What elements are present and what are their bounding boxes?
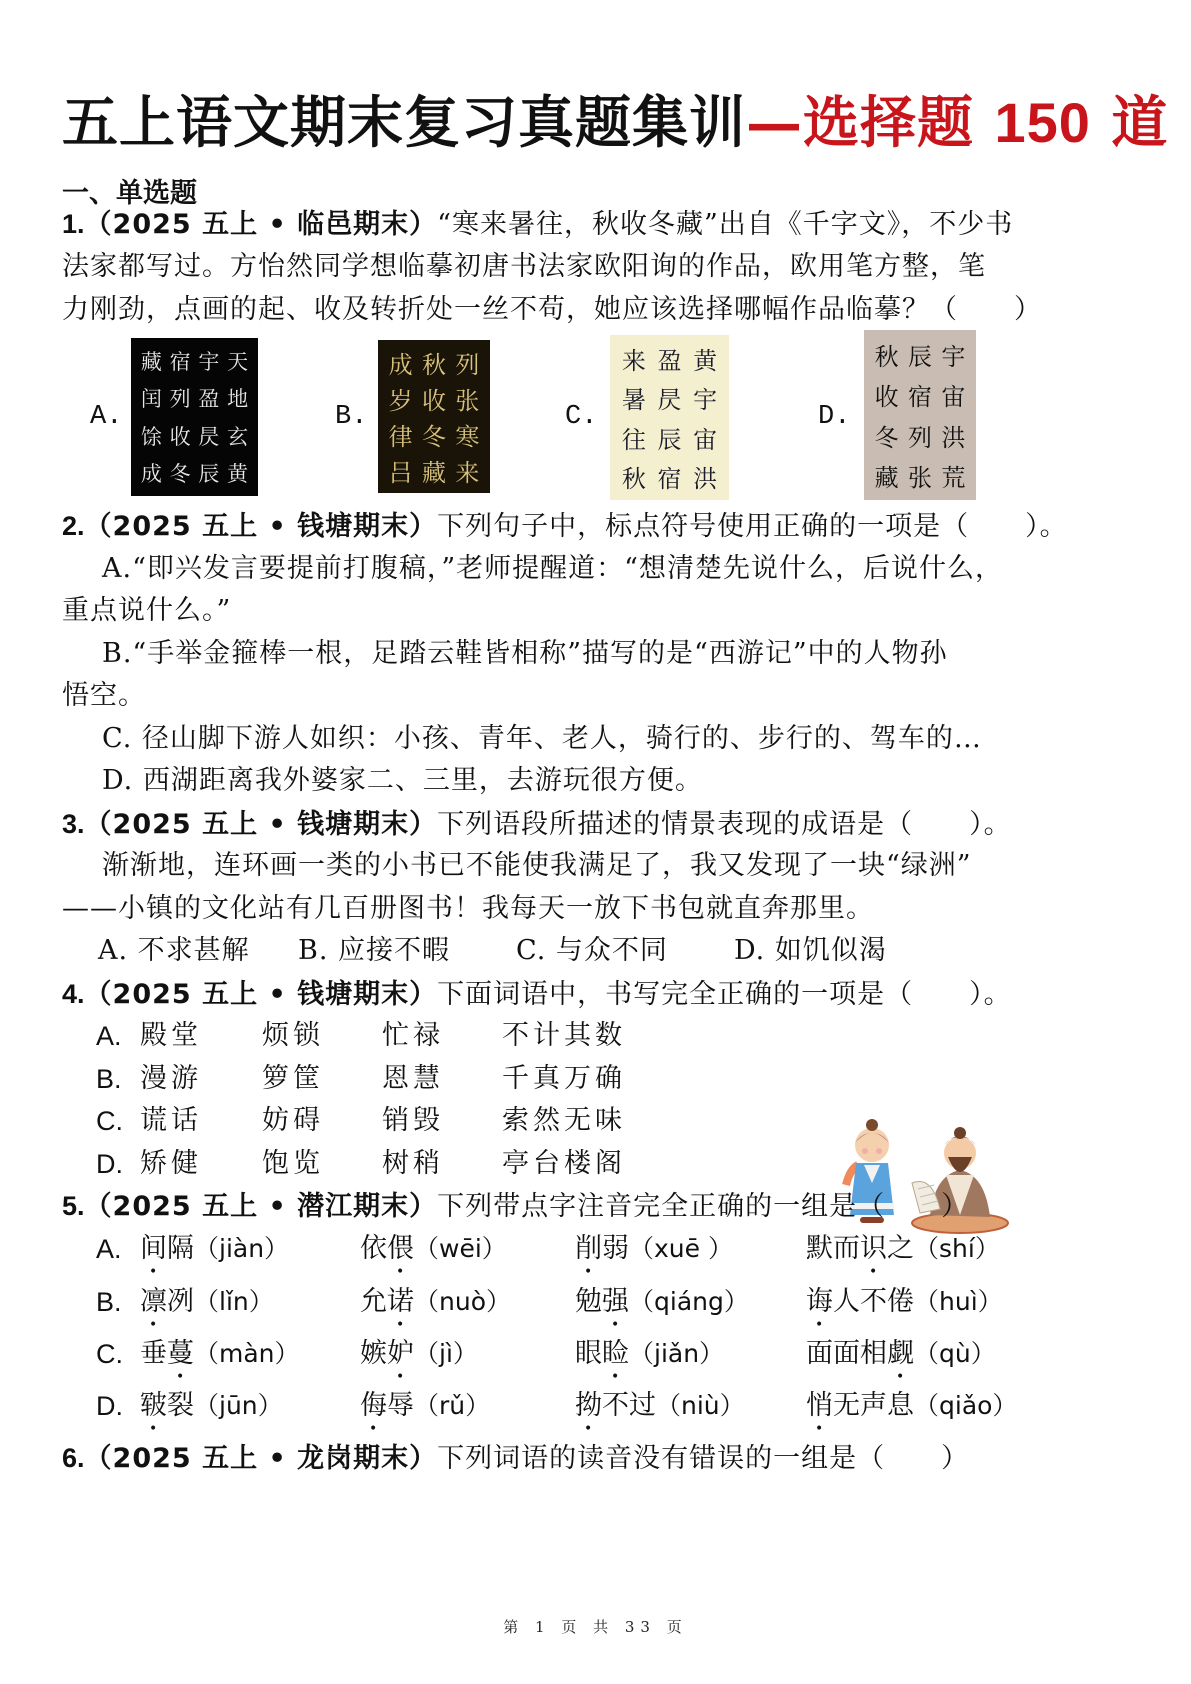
word: 妨碍 xyxy=(262,1105,324,1136)
pinyin: （qù） xyxy=(914,1339,996,1368)
calligraphy-char: 辰 xyxy=(657,425,682,454)
option-c[interactable]: C. 与众不同 xyxy=(516,935,668,966)
calligraphy-char: 列 xyxy=(169,387,191,412)
word-suffix: 隔 xyxy=(167,1233,194,1264)
calligraphy-char: 收 xyxy=(422,386,446,415)
calligraphy-image-d[interactable] xyxy=(864,330,976,500)
calligraphy-char: 玄 xyxy=(227,424,249,449)
calligraphy-char: 宿 xyxy=(657,464,682,493)
question-number: 1. xyxy=(62,209,85,239)
question-text: 下列语段所描述的情景表现的成语是（ ）。 xyxy=(437,809,1012,840)
pinyin: （shí） xyxy=(914,1234,1000,1263)
calligraphy-char: 天 xyxy=(227,349,249,374)
calligraphy-char: 收 xyxy=(874,383,899,412)
calligraphy-char: 盈 xyxy=(657,347,682,376)
word-with-pinyin xyxy=(360,1231,507,1280)
word: 不计其数 xyxy=(502,1020,626,1051)
question-text: 下列词语的读音没有错误的一组是（ ） xyxy=(437,1443,970,1474)
option-b-continued[interactable]: 悟空。 xyxy=(62,680,146,711)
word-prefix: 嫉 xyxy=(360,1338,387,1369)
word: 漫游 xyxy=(140,1063,202,1094)
question-1-line-1 xyxy=(62,206,1013,243)
pinyin: （jiǎn） xyxy=(629,1339,725,1368)
calligraphy-char: 藏 xyxy=(874,464,899,493)
word-with-pinyin xyxy=(575,1388,745,1437)
pinyin: （qiǎo） xyxy=(914,1391,1018,1420)
calligraphy-char: 张 xyxy=(455,386,480,415)
word-with-pinyin xyxy=(360,1284,511,1333)
calligraphy-char: 盈 xyxy=(198,387,220,412)
question-number: 5. xyxy=(62,1191,85,1221)
word-prefix: 允 xyxy=(360,1286,387,1317)
option-a[interactable]: A.“即兴发言要提前打腹稿，”老师提醒道：“想清楚先说什么，后说什么， xyxy=(102,553,1003,584)
option-b[interactable]: B.“手举金箍棒一根，足踏云鞋皆相称”描写的是“西游记”中的人物孙 xyxy=(102,638,948,669)
word: 亭台楼阁 xyxy=(502,1148,626,1179)
pinyin: （jì） xyxy=(414,1339,478,1368)
calligraphy-char: 宙 xyxy=(693,425,718,454)
word-with-pinyin xyxy=(806,1388,1017,1437)
pinyin: （qiáng） xyxy=(629,1287,749,1316)
word-prefix: 依 xyxy=(360,1233,387,1264)
dotted-character: 偎 xyxy=(387,1233,414,1264)
option-label: B. xyxy=(96,1287,122,1317)
question-source: （2025 五上 • 临邑期末） xyxy=(84,209,438,240)
calligraphy-char: 寒 xyxy=(455,423,480,452)
option-label: C. xyxy=(96,1106,123,1136)
calligraphy-char: 黄 xyxy=(693,347,718,376)
dotted-character: 皲 xyxy=(140,1390,167,1421)
calligraphy-char: 律 xyxy=(388,423,413,452)
dotted-character: 诺 xyxy=(387,1286,414,1317)
calligraphy-image-a[interactable] xyxy=(131,338,258,496)
word: 恩慧 xyxy=(382,1063,444,1094)
calligraphy-char: 宇 xyxy=(941,342,966,371)
word-prefix: 勉 xyxy=(575,1286,602,1317)
question-6-stem xyxy=(62,1440,969,1477)
pinyin: （niù） xyxy=(656,1391,745,1420)
question-source: （2025 五上 • 钱塘期末） xyxy=(84,511,438,542)
title-count: 150 xyxy=(994,91,1091,154)
word-with-pinyin xyxy=(140,1231,289,1280)
calligraphy-char: 岁 xyxy=(388,386,413,415)
calligraphy-char: 辰 xyxy=(198,462,220,487)
calligraphy-char: 宇 xyxy=(693,386,718,415)
option-label: D. xyxy=(96,1149,123,1179)
calligraphy-char: 秋 xyxy=(874,342,899,371)
dotted-character: 睑 xyxy=(602,1338,629,1369)
question-number: 4. xyxy=(62,979,85,1009)
pinyin: （nuò） xyxy=(414,1287,511,1316)
question-1-line-2: 法家都写过。方怡然同学想临摹初唐书法家欧阳询的作品，欧用笔方整，笔 xyxy=(62,251,986,282)
option-d[interactable]: D. 如饥似渴 xyxy=(734,935,887,966)
calligraphy-char: 昃 xyxy=(657,386,682,415)
word-prefix: 垂 xyxy=(140,1338,167,1369)
word-with-pinyin xyxy=(140,1388,283,1437)
calligraphy-char: 宙 xyxy=(941,383,966,412)
calligraphy-image-b[interactable] xyxy=(378,340,490,493)
dotted-character: 间 xyxy=(140,1233,167,1264)
passage-line-2: ——小镇的文化站有几百册图书！我每天一放下书包就直奔那里。 xyxy=(62,893,874,924)
option-a-continued[interactable]: 重点说什么。” xyxy=(62,595,232,626)
calligraphy-char: 冬 xyxy=(874,423,899,452)
word-suffix: 不过 xyxy=(602,1390,656,1421)
calligraphy-char: 冬 xyxy=(422,423,446,452)
calligraphy-char: 秋 xyxy=(422,350,446,379)
title-subtitle: 选择题 xyxy=(803,90,995,156)
calligraphy-char: 列 xyxy=(455,350,480,379)
title-main: 五上语文期末复习真题集训 xyxy=(62,90,746,156)
question-5-stem xyxy=(62,1188,969,1225)
word-with-pinyin xyxy=(140,1284,274,1333)
question-number: 6. xyxy=(62,1443,85,1473)
page-footer: 第 1 页 共 33 页 xyxy=(503,1618,688,1636)
passage-line-1: 渐渐地，连环画一类的小书已不能使我满足了，我又发现了一块“绿洲” xyxy=(102,850,972,881)
calligraphy-char: 来 xyxy=(455,459,480,488)
page-title xyxy=(62,88,1168,158)
dotted-character: 蔓 xyxy=(167,1338,194,1369)
option-label: D. xyxy=(96,1391,123,1421)
calligraphy-char: 宿 xyxy=(908,383,932,412)
word-prefix: 默而 xyxy=(806,1233,860,1264)
question-3-stem xyxy=(62,806,1012,843)
word-with-pinyin xyxy=(806,1231,1000,1280)
option-c[interactable]: C. 径山脚下游人如织：小孩、青年、老人，骑行的、步行的、驾车的… xyxy=(102,723,982,754)
question-text: “寒来暑往，秋收冬藏”出自《千字文》，不少书 xyxy=(437,209,1014,240)
calligraphy-char: 暑 xyxy=(621,386,646,415)
word: 矫健 xyxy=(140,1148,202,1179)
dotted-character: 妒 xyxy=(387,1338,414,1369)
calligraphy-char: 宿 xyxy=(169,349,191,374)
word-suffix: 之 xyxy=(887,1233,914,1264)
word-suffix: 辱 xyxy=(387,1390,414,1421)
word: 殿堂 xyxy=(140,1020,202,1051)
question-number: 3. xyxy=(62,809,85,839)
calligraphy-image-c[interactable] xyxy=(610,335,729,500)
dotted-character: 觑 xyxy=(887,1338,914,1369)
question-4-stem xyxy=(62,976,1012,1013)
question-2-stem xyxy=(62,508,1068,545)
word-suffix: 裂 xyxy=(167,1390,194,1421)
question-source: （2025 五上 • 潜江期末） xyxy=(84,1191,438,1222)
question-text: 下面词语中，书写完全正确的一项是（ ）。 xyxy=(437,979,1012,1010)
calligraphy-char: 成 xyxy=(140,462,162,487)
calligraphy-char: 吕 xyxy=(388,459,413,488)
word-with-pinyin xyxy=(360,1336,478,1385)
word: 索然无味 xyxy=(502,1105,626,1136)
word-with-pinyin xyxy=(575,1284,749,1333)
question-number: 2. xyxy=(62,511,85,541)
question-source: （2025 五上 • 钱塘期末） xyxy=(84,979,438,1010)
word: 千真万确 xyxy=(502,1063,626,1094)
word-with-pinyin xyxy=(806,1284,1003,1333)
word-suffix: 冽 xyxy=(167,1286,194,1317)
question-text: 下列句子中，标点符号使用正确的一项是（ ）。 xyxy=(437,511,1068,542)
word-with-pinyin xyxy=(575,1336,724,1385)
word-suffix: 弱 xyxy=(602,1233,629,1264)
calligraphy-char: 秋 xyxy=(621,464,646,493)
option-label: C. xyxy=(96,1339,123,1369)
word-suffix: 无声息 xyxy=(833,1390,914,1421)
calligraphy-char: 辰 xyxy=(908,342,932,371)
option-a[interactable]: A. 不求甚解 xyxy=(98,935,250,966)
calligraphy-char: 成 xyxy=(388,350,413,379)
calligraphy-char: 张 xyxy=(908,464,932,493)
title-dash: — xyxy=(746,90,803,156)
option-c-label[interactable]: C. xyxy=(565,402,598,432)
calligraphy-char: 往 xyxy=(621,425,646,454)
calligraphy-char: 列 xyxy=(908,423,932,452)
pinyin: （xuē ） xyxy=(629,1234,733,1263)
option-a-label[interactable]: A. xyxy=(90,402,123,432)
word: 谎话 xyxy=(140,1105,202,1136)
calligraphy-char: 昃 xyxy=(198,424,220,449)
option-b[interactable]: B. 应接不暇 xyxy=(298,935,451,966)
dotted-character: 侮 xyxy=(360,1390,387,1421)
word-with-pinyin xyxy=(575,1231,733,1280)
word: 饱览 xyxy=(262,1148,324,1179)
dotted-character: 悄 xyxy=(806,1390,833,1421)
word-with-pinyin xyxy=(806,1336,996,1385)
calligraphy-char: 馀 xyxy=(140,424,162,449)
word-suffix: 人不倦 xyxy=(833,1286,914,1317)
option-label: B. xyxy=(96,1064,122,1094)
pinyin: （jiàn） xyxy=(194,1234,290,1263)
option-label: A. xyxy=(96,1021,122,1051)
option-label: A. xyxy=(96,1234,122,1264)
pinyin: （huì） xyxy=(914,1287,1003,1316)
word: 箩筐 xyxy=(262,1063,324,1094)
calligraphy-char: 来 xyxy=(621,347,646,376)
dotted-character: 识 xyxy=(860,1233,887,1264)
question-text: 下列带点字注音完全正确的一组是（ ） xyxy=(437,1191,970,1222)
calligraphy-char: 收 xyxy=(169,424,191,449)
option-d-label[interactable]: D. xyxy=(818,402,851,432)
word: 忙禄 xyxy=(382,1020,444,1051)
calligraphy-char: 藏 xyxy=(422,459,446,488)
option-d[interactable]: D. 西湖距离我外婆家二、三里，去游玩很方便。 xyxy=(102,765,703,796)
word-prefix: 面面相 xyxy=(806,1338,887,1369)
dotted-character: 诲 xyxy=(806,1286,833,1317)
calligraphy-char: 藏 xyxy=(140,349,162,374)
dotted-character: 凛 xyxy=(140,1286,167,1317)
pinyin: （jūn） xyxy=(194,1391,283,1420)
word: 树稍 xyxy=(382,1148,444,1179)
word-with-pinyin xyxy=(360,1388,490,1437)
pinyin: （màn） xyxy=(194,1339,300,1368)
question-source: （2025 五上 • 龙岗期末） xyxy=(84,1443,438,1474)
calligraphy-char: 洪 xyxy=(693,464,718,493)
word: 销毁 xyxy=(382,1105,444,1136)
word: 烦锁 xyxy=(262,1020,324,1051)
option-b-label[interactable]: B. xyxy=(335,402,368,432)
calligraphy-char: 荒 xyxy=(941,464,966,493)
word-with-pinyin xyxy=(140,1336,300,1385)
question-1-line-3: 力刚劲，点画的起、收及转折处一丝不苟，她应该选择哪幅作品临摹？（ ） xyxy=(62,294,1042,325)
word-prefix: 眼 xyxy=(575,1338,602,1369)
calligraphy-char: 闰 xyxy=(140,387,162,412)
dotted-character: 削 xyxy=(575,1233,602,1264)
section-heading: 一、单选题 xyxy=(62,178,197,209)
title-unit: 道 xyxy=(1090,90,1169,156)
calligraphy-char: 黄 xyxy=(227,462,249,487)
calligraphy-char: 地 xyxy=(227,387,249,412)
dotted-character: 拗 xyxy=(575,1390,602,1421)
calligraphy-char: 洪 xyxy=(941,423,966,452)
calligraphy-char: 宇 xyxy=(198,349,220,374)
pinyin: （lǐn） xyxy=(194,1287,274,1316)
pinyin: （rǔ） xyxy=(414,1391,491,1420)
question-source: （2025 五上 • 钱塘期末） xyxy=(84,809,438,840)
dotted-character: 强 xyxy=(602,1286,629,1317)
pinyin: （wēi） xyxy=(414,1234,507,1263)
calligraphy-char: 冬 xyxy=(169,462,191,487)
